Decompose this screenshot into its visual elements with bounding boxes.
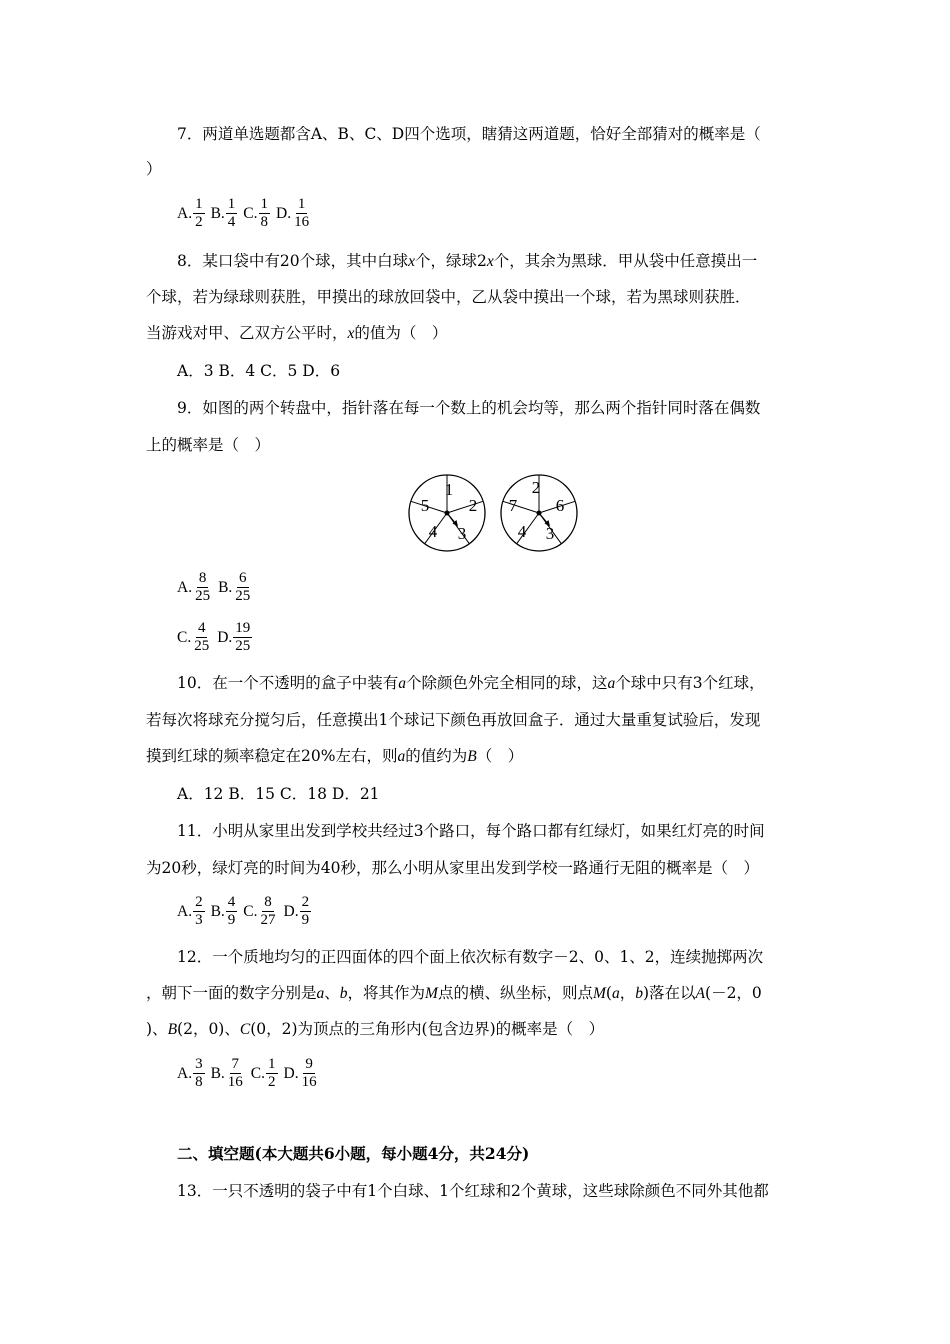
q7-options <box>177 196 317 231</box>
spinner-left-number: 1 <box>444 480 454 499</box>
q12-line3: )、B(2，0)、C(0，2)为顶点的三角形内(包含边界)的概率是（ ） <box>146 1020 605 1038</box>
spinner-right-number: 6 <box>555 496 565 515</box>
section-title: 二、填空题(本大题共6小题，每小题4分，共24分) <box>177 1144 530 1163</box>
q11-option-c: C. $\frac{8}{27}$ <box>243 894 276 928</box>
q10-line2: 若每次将球充分搅匀后，任意摸出1个球记下颜色再放回盒子．通过大量重复试验后，发现 <box>146 711 761 729</box>
q12-options <box>177 1056 325 1091</box>
q9-option-c: C. $\frac{4}{25}$ <box>177 620 210 654</box>
q7-option-b: B. $\frac{1}{4}$ <box>210 196 236 230</box>
q12-line2: ，朝下一面的数字分别是a、b，将其作为M点的横、纵坐标，则点M(a，b)落在以A(－2，0 <box>146 984 762 1002</box>
q12-line1: 12．一个质地均匀的正四面体的四个面上依次标有数字－2、0、1、2，连续抛掷两次 <box>177 948 764 966</box>
q11-line2: 为20秒，绿灯亮的时间为40秒，那么小明从家里出发到学校一路通行无阻的概率是（ ） <box>146 859 759 877</box>
q12-option-a: A. $\frac{3}{8}$ <box>177 1056 203 1090</box>
spinner-left-number: 2 <box>468 496 478 515</box>
q11-line1: 11．小明从家里出发到学校共经过3个路口，每个路口都有红绿灯，如果红灯亮的时间 <box>177 822 765 840</box>
spinner-left-number: 5 <box>420 496 430 515</box>
q11-options <box>177 894 317 929</box>
q11-option-a: A. $\frac{2}{3}$ <box>177 894 203 928</box>
spinner-left <box>409 475 485 551</box>
q8-options: A．3 B．4 C．5 D．6 <box>177 362 341 380</box>
q11-option-d: D. $\frac{2}{9}$ <box>283 894 310 928</box>
q10-line3: 摸到红球的频率稳定在20%左右，则a的值约为B（ ） <box>146 747 524 765</box>
spinner-right <box>501 475 577 551</box>
q8-line3: 当游戏对甲、乙双方公平时，x的值为（ ） <box>146 324 448 342</box>
q7-line2: ） <box>146 160 162 178</box>
q7-line1: 7．两道单选题都含A、B、C、D四个选项，瞎猜这两道题，恰好全部猜对的概率是（ <box>177 125 761 143</box>
spinner-right-number: 7 <box>508 496 518 515</box>
spinner-right-number: 4 <box>517 522 527 541</box>
q11-option-b: B. $\frac{4}{9}$ <box>210 894 236 928</box>
q9-options-row2 <box>177 620 258 655</box>
q10-options: A．12 B．15 C．18 D．21 <box>177 785 380 803</box>
spinner-left-number: 3 <box>457 524 467 543</box>
q13-line1: 13．一只不透明的袋子中有1个白球、1个红球和2个黄球，这些球除颜色不同外其他都 <box>177 1182 769 1200</box>
q8-line2: 个球，若为绿球则获胜，甲摸出的球放回袋中，乙从袋中摸出一个球，若为黑球则获胜． <box>146 288 751 306</box>
q9-option-d: D. $\frac{19}{25}$ <box>217 620 251 654</box>
q9-line1: 9．如图的两个转盘中，指针落在每一个数上的机会均等，那么两个指针同时落在偶数 <box>177 399 761 417</box>
q7-option-d: D. $\frac{1}{16}$ <box>276 196 310 230</box>
q7-option-a: A. $\frac{1}{2}$ <box>177 196 203 230</box>
q12-option-c: C. $\frac{1}{2}$ <box>250 1056 276 1090</box>
q12-option-d: D. $\frac{9}{16}$ <box>283 1056 317 1090</box>
q7-option-c: C. $\frac{1}{8}$ <box>243 196 269 230</box>
q9-line2: 上的概率是（ ） <box>146 436 271 454</box>
q9-options-row1 <box>177 570 258 605</box>
spinner-left-number: 4 <box>428 522 438 541</box>
q10-line1: 10．在一个不透明的盒子中装有a个除颜色外完全相同的球，这a个球中只有3个红球， <box>177 674 765 692</box>
q8-line1: 8．某口袋中有20个球，其中白球x个，绿球2x个，其余为黑球．甲从袋中任意摸出一 <box>177 252 758 270</box>
spinner-right-number: 3 <box>545 524 555 543</box>
q12-option-b: B. $\frac{7}{16}$ <box>210 1056 243 1090</box>
q9-option-a: A. $\frac{8}{25}$ <box>177 570 211 604</box>
spinner-figure <box>405 473 581 553</box>
spinner-right-number: 2 <box>531 478 541 497</box>
q9-option-b: B. $\frac{6}{25}$ <box>218 570 251 604</box>
